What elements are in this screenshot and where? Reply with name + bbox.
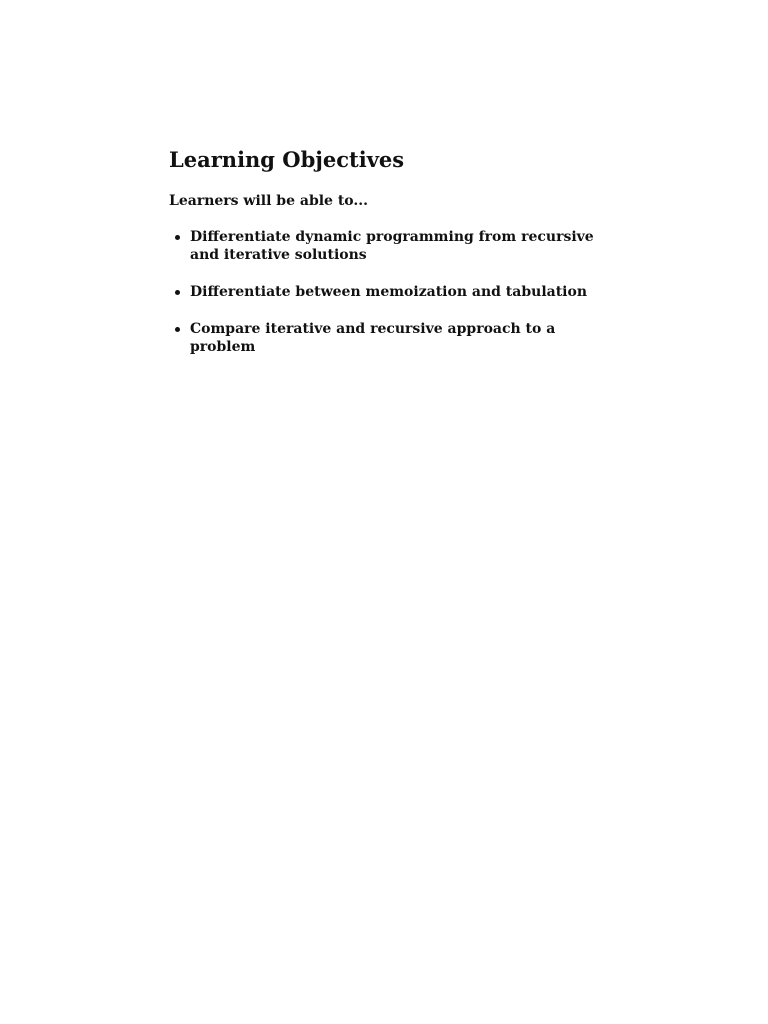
intro-text: Learners will be able to...: [169, 193, 369, 209]
objectives-list: [169, 228, 609, 356]
list-item: [169, 320, 609, 356]
objective-text: Differentiate dynamic programming from recursive and iterative solutions: [190, 229, 594, 263]
objective-text: Compare iterative and recursive approach to a problem: [190, 321, 556, 355]
bullet-icon: [175, 327, 180, 332]
document-content: [169, 144, 609, 375]
list-item: [169, 228, 609, 264]
objective-text: Differentiate between memoization and tabulation: [190, 284, 588, 300]
page-title: Learning Objectives: [169, 147, 405, 172]
bullet-icon: [175, 290, 180, 295]
list-item: [169, 283, 609, 301]
bullet-icon: [175, 235, 180, 240]
